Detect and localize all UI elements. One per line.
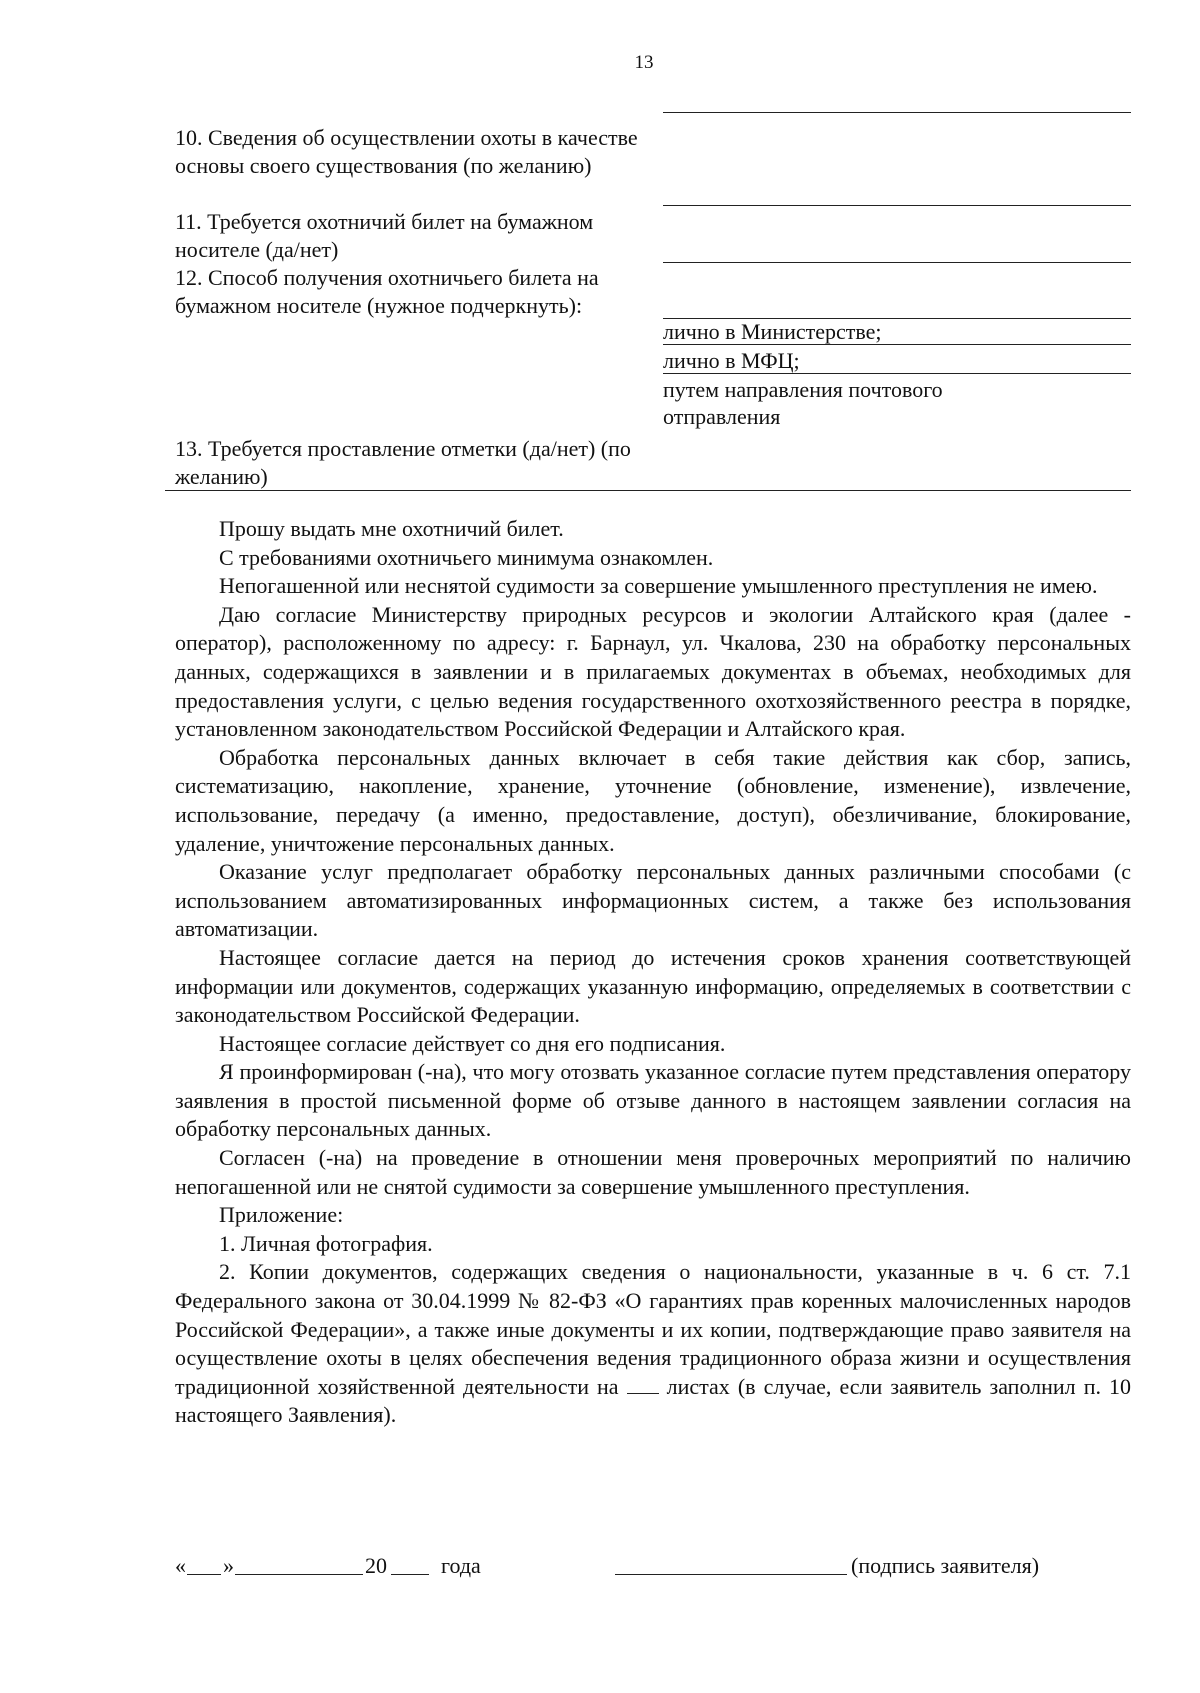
signature-caption: (подпись заявителя) xyxy=(851,1553,1040,1578)
attachments-heading: Приложение: xyxy=(219,1202,344,1228)
form-item-12: 12. Способ получения охотничьего билета на бумажном носителе (нужное подчеркнуть): xyxy=(175,265,599,318)
answer-line-top xyxy=(663,112,1131,113)
answer-line-item-10[interactable] xyxy=(663,205,1131,206)
close-quote: » xyxy=(223,1553,234,1578)
year-word: года xyxy=(441,1553,481,1578)
application-body xyxy=(175,515,1131,1430)
year-blank[interactable] xyxy=(391,1550,429,1575)
paragraph-verification: Согласен (-на) на проведение в отношении меня проверочных мероприятий по наличию непогашенной или не снятой судимости за совершение умышленного преступления. xyxy=(175,1145,1131,1199)
month-blank[interactable] xyxy=(235,1550,363,1575)
century: 20 xyxy=(365,1553,387,1578)
sheets-count-blank[interactable] xyxy=(627,1375,659,1394)
answer-line-item-11[interactable] xyxy=(663,262,1131,263)
paragraph-revocation: Я проинформирован (-на), что могу отозвать указанное согласие путем представления оператору заявления в простой письменной форме об отзыве данного в настоящем заявлении согласия на обработку персональных данных. xyxy=(175,1059,1131,1142)
signature-blank[interactable] xyxy=(615,1550,847,1575)
option-post[interactable]: путем направления почтового отправления xyxy=(663,377,943,429)
attachment-1: 1. Личная фотография. xyxy=(219,1230,433,1256)
option-mfc[interactable]: лично в МФЦ; xyxy=(663,348,800,373)
open-quote: « xyxy=(175,1553,186,1578)
paragraph-request: Прошу выдать мне охотничий билет. xyxy=(219,516,564,541)
form-item-10: 10. Сведения об осуществлении охоты в качестве основы своего существования (по желанию) xyxy=(175,125,638,178)
paragraph-processing-methods: Оказание услуг предполагает обработку персональных данных различными способами (с использованием автоматизированных информационных систем, а также без использования автоматизации. xyxy=(175,859,1131,942)
paragraph-consent-period: Настоящее согласие дается на период до истечения сроков хранения соответствующей информации или документов, содержащих указанную информацию, определяемых в соответствии с законодательством Российской Федерации. xyxy=(175,944,1131,1028)
paragraph-minimum: С требованиями охотничьего минимума ознакомлен. xyxy=(219,544,714,570)
attachment-2-tail: листах (в случае, если заявитель заполнил п. 10 настоящего Заявления). xyxy=(175,1373,1132,1428)
day-blank[interactable] xyxy=(187,1550,221,1575)
paragraph-consent-start: Настоящее согласие действует со дня его подписания. xyxy=(219,1030,726,1056)
form-item-13: 13. Требуется проставление отметки (да/нет) (по желанию) xyxy=(175,436,631,489)
attachment-2-text: 2. Копии документов, содержащих сведения о национальности, указанные в ч. 6 ст. 7.1 Федерального закона от 30.04.1999 № 82-ФЗ «О гарантиях прав коренных малочисленных народов Российской Федерации», а также иные документы и их копии, подтверждающие право заявителя на осуществление охоты в целях обеспечения ведения традиционного образа жизни и осуществления традиционной хозяйственной деятельности на xyxy=(175,1259,1131,1399)
paragraph-processing-actions: Обработка персональных данных включает в себя такие действия как сбор, запись, систематизацию, накопление, хранение, уточнение (обновление, изменение), извлечение, использование, передачу (а именно, предоставление, доступ), обезличивание, блокирование, удаление, уничтожение персональных данных. xyxy=(175,744,1131,856)
signature-row xyxy=(175,1550,1131,1582)
attachment-2 xyxy=(175,1258,1131,1430)
form-table xyxy=(175,112,1131,502)
page-number: 13 xyxy=(634,52,654,73)
option-ministry[interactable]: лично в Министерстве; xyxy=(663,319,882,344)
paragraph-conviction: Непогашенной или неснятой судимости за совершение умышленного преступления не имею. xyxy=(219,573,1098,599)
paragraph-consent-operator: Даю согласие Министерству природных ресурсов и экологии Алтайского края (далее - оператор), расположенному по адресу: г. Барнаул, ул. Чкалова, 230 на обработку персональных данных, содержащихся в заявлении и в прилагаемых документах в объемах, необходимых для предоставления услуги, с целью ведения государственного охотхозяйственного реестра в порядке, установленном законодательством Российской Федерации и Алтайского края. xyxy=(175,601,1131,742)
form-item-11: 11. Требуется охотничий билет на бумажном носителе (да/нет) xyxy=(175,209,594,262)
